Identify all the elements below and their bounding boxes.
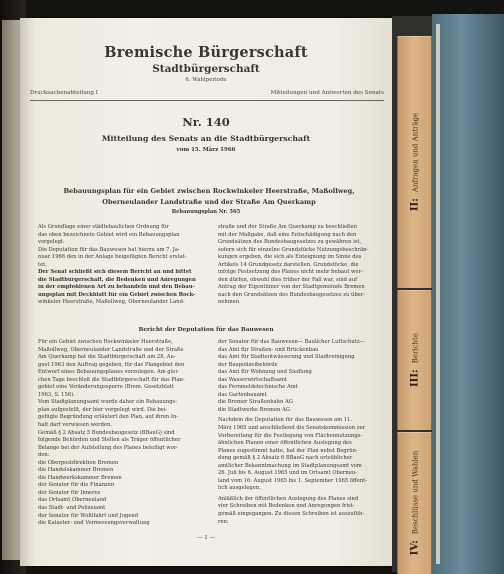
- text-line: Planes zugestimmt hatte, hat der Plan nebst Begrün-: [218, 447, 358, 454]
- text-line: den:: [38, 452, 50, 459]
- text-line: gefügte Begründung erläutert den Plan, auf ihren In-: [38, 414, 179, 421]
- document-page: [20, 18, 392, 566]
- text-line: 26. Juli bis 6. August 1965 und im Ortsamt Oberneu-: [218, 470, 357, 477]
- text-line: das Amt für Straßen- und Brückenbau: [218, 346, 319, 353]
- text-line: die Handelskammer Bremen: [38, 467, 114, 474]
- text-line: nehmen.: [218, 299, 241, 306]
- report-section-heading: Bericht der Deputation für das Bauwesen: [138, 327, 274, 333]
- text-line: Am Querkamp hat die Stadtbürgerschaft am 28. Au-: [38, 354, 176, 361]
- text-line: nuar 1966 den in der Anlage beigefügten Bericht erstat-: [38, 254, 187, 261]
- text-line: dung gemäß § 2 Absatz 6 BBauG nach ortsüblicher: [218, 455, 353, 462]
- text-line: land vom 16. August 1965 bis 1. September 1965 öffent-: [218, 477, 367, 484]
- text-line: plan aufgestellt, der hier vorgelegt wird. Die bei-: [38, 406, 168, 413]
- text-line: halt darf verwiesen werden.: [38, 422, 113, 429]
- subject-line: Bebauungsplan für ein Gebiet zwischen Rockwinkeler Heerstraße, Maßollweg,: [63, 187, 355, 195]
- text-line: Maßollweg, Oberneulander Landstraße und der Straße: [38, 346, 184, 353]
- text-line: folgende Behörden und Stellen als Träger öffentlicher: [38, 437, 181, 444]
- document-date: vom 15. März 1966: [176, 147, 236, 153]
- text-line: ren:: [218, 518, 229, 525]
- text-line: das Fernmeldetechnische Amt: [218, 384, 298, 391]
- text-line: 1963, S. 156).: [38, 391, 75, 398]
- header-divider: [30, 100, 384, 101]
- text-line: März 1965 und anschließend die Senatskommission zur: [218, 425, 366, 432]
- text-line: Vorbereitung für die Festlegung von Flächennutzungs-: [218, 432, 363, 439]
- text-line: lich ausgelegen.: [218, 485, 261, 492]
- subject-line: Oberneulander Landstraße und der Straße Am Querkamp: [102, 197, 316, 206]
- text-line: das Amt für Wohnung und Siedlung: [218, 369, 312, 376]
- text-line: der Senator für das Bauwesen— Baulicher Luftschutz—: [218, 339, 365, 345]
- election-period: 6. Wahlperiode: [185, 77, 227, 83]
- tab-label: II:Anfragen und Anträge: [409, 112, 420, 212]
- document-heading: Mitteilung des Senats an die Stadtbürgerschaft: [101, 134, 311, 143]
- body-column-right-bottom: [218, 339, 383, 526]
- text-line: Als Grundlage einer städtebaulichen Ordnung für: [38, 224, 169, 230]
- text-line: das Gartenbauamt: [218, 391, 267, 398]
- parliament-subtitle: Stadtbürgerschaft: [152, 63, 260, 75]
- text-line: in der empfohlenen Art zu behandeln und den Bebau-: [38, 284, 195, 291]
- text-line: ungsplan mit Deckblatt für ein Gebiet zwischen Rock-: [38, 291, 196, 298]
- text-line: die Oberpostdirektion Bremen: [38, 459, 119, 466]
- print-section: Drucksachenabteilung I: [30, 90, 98, 96]
- binder-tab-antraege[interactable]: [397, 36, 432, 288]
- text-line: Entwurf eines Bebauungsplanes vorzulegen. Am glei-: [38, 369, 179, 376]
- subject-heading: [40, 186, 378, 207]
- text-line: amtlicher Bekanntmachung im Stadtplanungsamt vom: [218, 462, 362, 469]
- text-line: Belange bei der Aufstellung des Planes beteiligt wor-: [38, 444, 179, 451]
- text-line: der Senator für Inneres: [38, 489, 101, 496]
- page-number: — 1 —: [196, 535, 216, 541]
- text-line: Die Deputation für das Bauwesen hat hierzu am 7. Ja-: [38, 246, 180, 253]
- binder-cover-edge: [432, 14, 504, 574]
- text-line: der Senator für die Finanzen: [38, 482, 115, 489]
- text-line: Anläßlich der öffentlichen Auslegung des Planes sind: [218, 495, 359, 502]
- text-line: das Stadt- und Polizeiamt: [38, 505, 106, 512]
- tab-label: IV:Beschlüsse und Wahlen: [409, 450, 420, 556]
- text-line: straße und der Straße Am Querkamp zu beschließen: [218, 224, 357, 230]
- text-line: das Ortsamt Oberneuland: [38, 497, 107, 504]
- text-line: vorgelegt.: [38, 239, 65, 246]
- text-line: die Kataster- und Vermessungsverwaltung: [38, 520, 150, 527]
- text-line: gust 1963 den Auftrag gegeben, für das Plangebiet den: [38, 361, 185, 368]
- text-line: Grundsätzen des Bundesbaugesetzes zu gewähren ist,: [218, 239, 362, 246]
- text-line: das Amt für Stadtentwässerung und Stadtreinigung: [218, 354, 355, 361]
- text-line: Vom Stadtplanungsamt wurde daher ein Bebauungs-: [38, 399, 177, 406]
- text-line: chen Tage beschloß die Stadtbürgerschaft für das Plan-: [38, 376, 185, 383]
- document-number: Nr. 140: [182, 115, 230, 129]
- text-line: die Stadtwerke Bremen AG: [218, 406, 290, 413]
- text-line: gemäß eingegangen. Zu diesen Schreiben ist auszufüh-: [218, 511, 365, 518]
- text-line: das Wasserwirtschaftsamt: [218, 376, 287, 383]
- text-line: Gemäß § 2 Absatz 5 Bundesbaugesetz (BBauG) sind: [38, 429, 175, 436]
- text-line: kungen ergeben, die sich als Enteignung im Sinne des: [218, 254, 362, 261]
- text-line: ähnlichen Planen einer öffentlichen Auslegung des: [218, 440, 352, 447]
- body-column-right-top: [218, 224, 383, 307]
- binder-page-stack: [436, 24, 440, 564]
- text-line: vier Schreiben mit Bedenken und Anregungen frist-: [218, 503, 355, 510]
- text-line: die Bremer Straßenbahn AG: [218, 399, 293, 406]
- parliament-title: Bremische Bürgerschaft: [104, 44, 308, 61]
- text-line: das oben bezeichnete Gebiet wird ein Bebauungsplan: [38, 231, 180, 238]
- text-line: gebiet eine Veränderungssperre (Brem. Gesetzblatt: [38, 384, 175, 391]
- text-line: sofern sich für einzelne Grundstücke Nutzungsbeschrän-: [218, 246, 369, 253]
- text-line: Antrag der Eigentümer von der Stadtgemeinde Bremen: [218, 284, 365, 291]
- text-line: tet.: [38, 261, 47, 268]
- text-line: die Handwerkskammer Bremen: [38, 474, 122, 481]
- text-line: der Baupolizeibehörde: [218, 361, 278, 368]
- text-line: Nachdem die Deputation für das Bauwesen am 11.: [218, 417, 352, 424]
- binder-tab-beschluesse[interactable]: [397, 432, 432, 574]
- body-column-left-top: [38, 224, 210, 307]
- plan-number: Bebauungsplan Nr. 565: [171, 209, 241, 215]
- text-line: Für ein Gebiet zwischen Rockwinkeler Heerstraße,: [38, 339, 173, 345]
- body-column-left-bottom: [38, 339, 210, 528]
- print-category: Mitteilungen und Antworten des Senats: [270, 90, 384, 96]
- text-line: den dürfen, obwohl dies früher der Fall war, sind auf: [218, 276, 357, 283]
- text-line: die Stadtbürgerschaft, die Bedenken und Anregungen: [38, 276, 196, 283]
- text-line: nach den Grundsätzen des Bundesbaugesetzes zu über-: [218, 291, 365, 298]
- text-line: Der Senat schließt sich diesem Bericht an und bittet: [38, 269, 192, 276]
- binder-tab-berichte[interactable]: [397, 290, 432, 430]
- text-line: der Senator für Wohlfahrt und Jugend: [38, 512, 139, 519]
- tab-label: III:Berichte: [409, 333, 420, 387]
- text-line: Artikels 14 Grundgesetz darstellen. Grundstücke, die: [218, 261, 359, 268]
- text-line: mit der Maßgabe, daß eine Entschädigung nach den: [218, 231, 357, 238]
- text-line: infolge Festsetzung des Planes nicht mehr bebaut wer-: [218, 269, 363, 276]
- text-line: winkeler Heerstraße, Maßollweg, Oberneulander Land-: [38, 299, 185, 306]
